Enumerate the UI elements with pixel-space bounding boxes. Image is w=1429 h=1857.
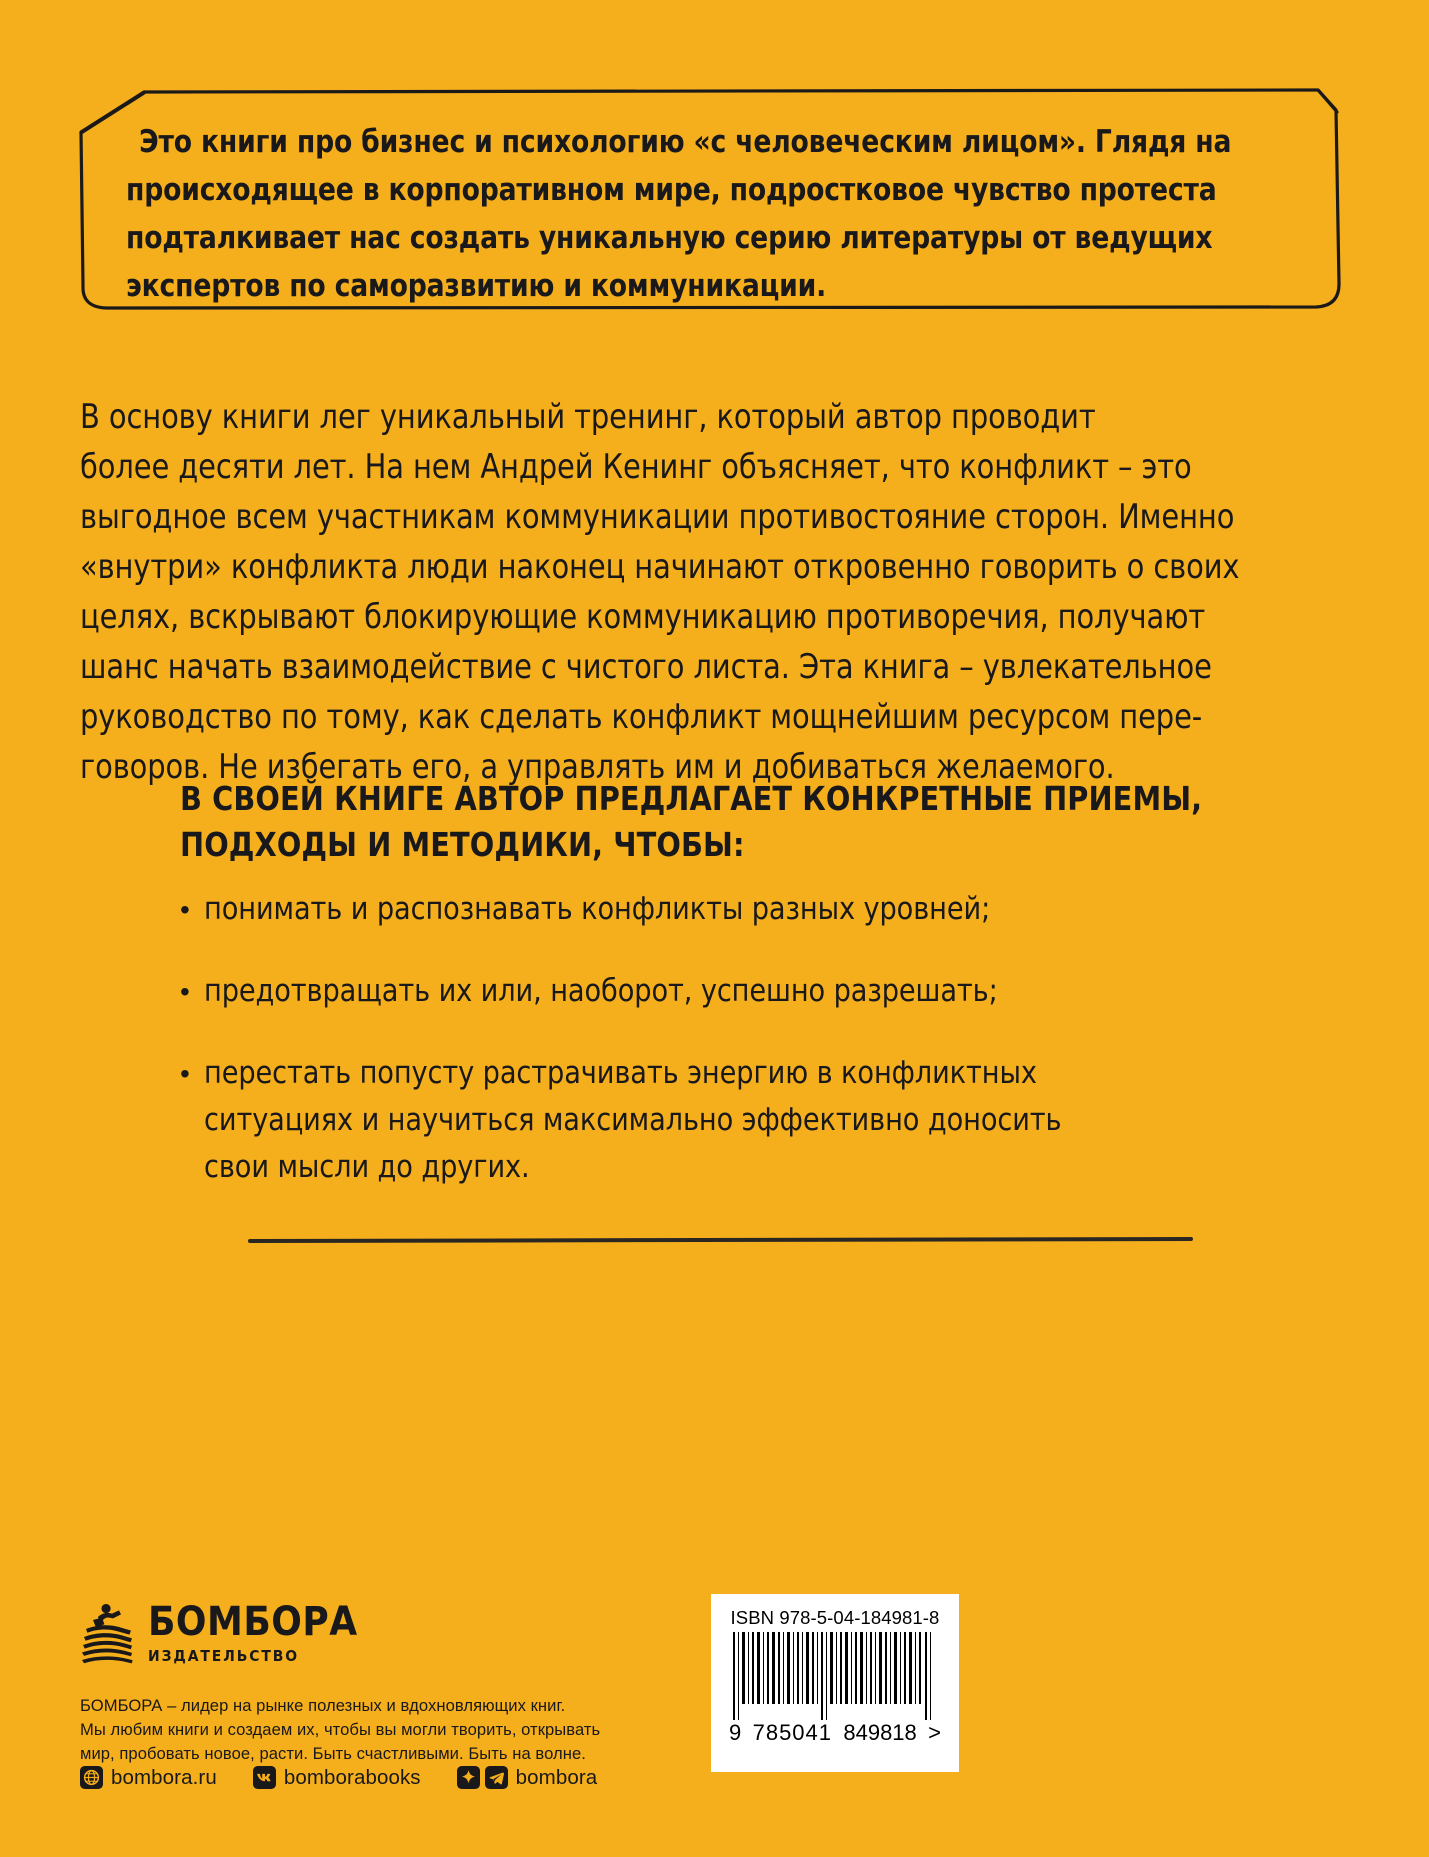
list-item [178,886,1178,933]
list-item-line: ситуациях и научиться максимально эффективно доносить [204,1102,1062,1138]
list-item-text [204,968,1139,1015]
callout-line: Это книги про бизнес и психологию «с человеческим лицом». Глядя на [139,124,1232,160]
surfer-wave-icon [80,1596,136,1668]
callout-line: происходящее в корпоративном мире, подростковое чувство протеста [126,172,1217,208]
social-link-website[interactable] [80,1766,217,1789]
callout-box [78,88,1342,310]
barcode-digit-group-left: 9 [729,1720,742,1745]
bullet-dot-icon: • [180,1058,190,1089]
headline-line: ПОДХОДЫ И МЕТОДИКИ, ЧТОБЫ: [180,825,745,864]
publisher-blurb-line: мир, пробовать новое, расти. Быть счастливыми. Быть на волне. [80,1744,586,1763]
barcode-digit-group-middle: 785041 [752,1720,833,1745]
body-line: более десяти лет. На нем Андрей Кенинг объясняет, что конфликт – это [80,447,1192,486]
body-line: целях, вскрывают блокирующие коммуникацию противоречия, получают [80,597,1206,636]
callout-line: экспертов по саморазвитию и коммуникации. [126,268,827,304]
telegram-icon [485,1766,508,1789]
publisher-block [80,1596,550,1670]
vk-icon [253,1766,276,1789]
surfer-wave-glyph [80,1596,136,1668]
social-links [80,1766,597,1789]
body-line: шанс начать взаимодействие с чистого листа. Эта книга – увлекательное [80,647,1212,686]
list-item-line: понимать и распознавать конфликты разных уровней; [204,891,991,927]
body-line: «внутри» конфликта люди наконец начинают откровенно говорить о своих [80,547,1240,586]
barcode-digit-suffix: > [928,1720,941,1745]
list-item-text [204,1050,1139,1191]
social-label-website: bombora.ru [111,1766,217,1789]
social-label-telegram: bombora [515,1766,598,1789]
body-paragraph [80,392,1240,792]
publisher-blurb-line: БОМБОРА – лидер на рынке полезных и вдохновляющих книг. [80,1696,566,1715]
publisher-blurb-line: Мы любим книги и создаем их, чтобы вы могли творить, открывать [80,1720,601,1739]
isbn-text: ISBN 978-5-04-184981-8 [730,1607,940,1628]
horizontal-divider [248,1237,1193,1243]
sparkle-icon [457,1766,480,1789]
body-line: руководство по тому, как сделать конфликт мощнейшим ресурсом пере- [80,697,1203,736]
bullet-dot-icon: • [180,894,190,925]
bullet-dot-icon: • [180,976,190,1007]
social-link-telegram[interactable] [457,1766,598,1789]
list-item [178,968,1178,1015]
callout-line: подталкивает нас создать уникальную серию литературы от ведущих [126,220,1213,256]
body-line: говоров. Не избегать его, а управлять им и добиваться желаемого. [80,747,1115,786]
list-item-line: свои мысли до других. [204,1149,530,1185]
barcode-bars [731,1632,939,1720]
benefits-list [178,886,1178,1226]
body-line: В основу книги лег уникальный тренинг, который автор проводит [80,397,1096,436]
barcode-digits [725,1721,945,1745]
section-headline [180,776,1203,868]
list-item-line: перестать попусту растрачивать энергию в конфликтных [204,1055,1037,1091]
publisher-wordmark [148,1596,358,1666]
list-item [178,1050,1178,1191]
headline-line: В СВОЕЙ КНИГЕ АВТОР ПРЕДЛАГАЕТ КОНКРЕТНЫЕ ПРИЕМЫ, [180,779,1203,818]
list-item-text [204,886,1139,933]
callout-text [126,118,1235,310]
body-line: выгодное всем участникам коммуникации противостояние сторон. Именно [80,497,1235,536]
publisher-name: БОМБОРА [148,1599,358,1645]
publisher-subtitle: ИЗДАТЕЛЬСТВО [148,1647,300,1665]
social-link-vk[interactable] [253,1766,421,1789]
globe-icon [80,1766,103,1789]
social-label-vk: bomborabooks [283,1766,421,1789]
isbn-barcode [711,1594,959,1772]
barcode-digit-group-right: 849818 [843,1720,917,1745]
publisher-blurb [80,1694,600,1766]
list-item-line: предотвращать их или, наоборот, успешно разрешать; [204,973,998,1009]
publisher-logo [80,1596,550,1670]
